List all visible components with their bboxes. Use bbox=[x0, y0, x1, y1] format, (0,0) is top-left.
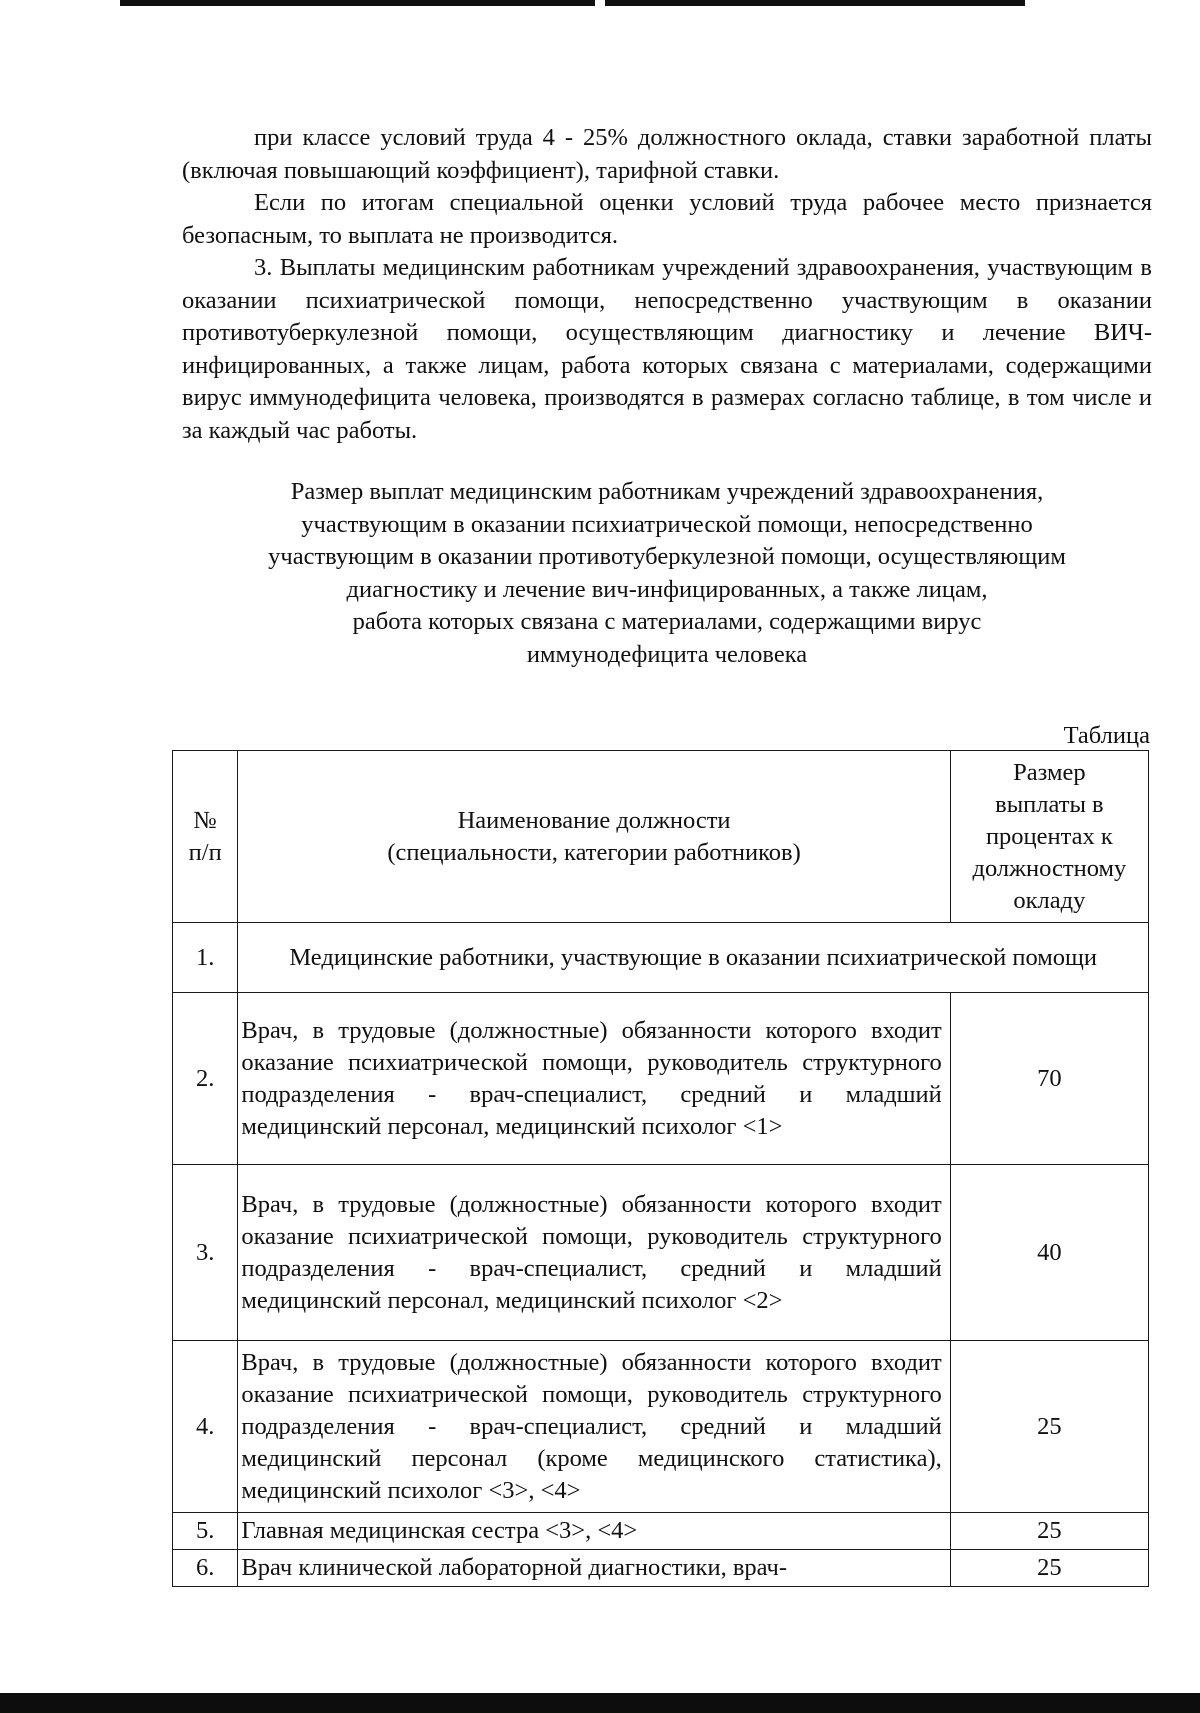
paragraph-1: при классе условий труда 4 - 25% должностного оклада, ставки заработной платы (включая повышающий коэффициент), тарифной ставки. bbox=[182, 124, 1152, 184]
row-name: Врач, в трудовые (должностные) обязанности которого входит оказание психиатрической помощи, руководитель структурного подразделения - врач-специалист, средний и младший медицинский персонал, медицинский психолог <2> bbox=[238, 1165, 950, 1341]
header-percent-line: должностному bbox=[972, 854, 1127, 882]
table-title-line: диагностику и лечение вич-инфицированных, а также лицам, bbox=[346, 575, 988, 603]
row-num: 3. bbox=[173, 1165, 238, 1341]
scan-edge-bottom bbox=[0, 1693, 1200, 1713]
header-percent-line: окладу bbox=[1013, 886, 1086, 914]
row-num: 4. bbox=[173, 1341, 238, 1513]
row-num: 6. bbox=[173, 1550, 238, 1587]
table-title-line: участвующим в оказании психиатрической помощи, непосредственно bbox=[301, 510, 1033, 538]
header-percent-line: Размер bbox=[1013, 758, 1086, 786]
header-percent-line: процентах к bbox=[985, 822, 1113, 850]
row-num: 2. bbox=[173, 993, 238, 1165]
paragraph-2: Если по итогам специальной оценки условий труда рабочее место признается безопасным, то выплата не производится. bbox=[182, 189, 1152, 249]
header-name-line: (специальности, категории работников) bbox=[387, 838, 801, 866]
header-num-line: № bbox=[193, 806, 217, 834]
header-percent bbox=[950, 751, 1148, 923]
table-row bbox=[173, 1165, 1149, 1341]
row-name: Главная медицинская сестра <3>, <4> bbox=[238, 1513, 950, 1550]
table-title-line: иммунодефицита человека bbox=[526, 640, 808, 668]
row-name: Врач клинической лабораторной диагностики, врач- bbox=[238, 1550, 950, 1587]
payments-table bbox=[172, 750, 1149, 1587]
scan-edge-top-right bbox=[605, 0, 1025, 6]
row-percent: 25 bbox=[950, 1341, 1148, 1513]
row-num: 5. bbox=[173, 1513, 238, 1550]
header-num bbox=[173, 751, 238, 923]
table-group-row bbox=[173, 923, 1149, 993]
header-percent-line: выплаты в bbox=[995, 790, 1104, 818]
row-percent: 25 bbox=[950, 1513, 1148, 1550]
table-row bbox=[173, 1341, 1149, 1513]
table-caption: Таблица bbox=[1063, 722, 1150, 749]
paragraph-3: 3. Выплаты медицинским работникам учреждений здравоохранения, участвующим в оказании психиатрической помощи, непосредственно участвующим в оказании противотуберкулезной помощи, осуществляющим диагностику и лечение ВИЧ-инфицированных, а также лицам, работа которых связана с материалами, содержащими вирус иммунодефицита человека, производятся в размерах согласно таблице, в том числе и за каждый час работы. bbox=[182, 254, 1152, 444]
header-name bbox=[238, 751, 950, 923]
header-num-line: п/п bbox=[188, 838, 222, 866]
table-title bbox=[182, 476, 1152, 671]
scan-edge-top-left bbox=[120, 0, 595, 6]
table-row bbox=[173, 1550, 1149, 1587]
row-percent: 70 bbox=[950, 993, 1148, 1165]
group-num: 1. bbox=[173, 923, 238, 993]
row-percent: 25 bbox=[950, 1550, 1148, 1587]
table-title-line: участвующим в оказании противотуберкулезной помощи, осуществляющим bbox=[268, 543, 1066, 570]
row-percent: 40 bbox=[950, 1165, 1148, 1341]
document-body bbox=[182, 122, 1152, 447]
table-header-row bbox=[173, 751, 1149, 923]
row-name: Врач, в трудовые (должностные) обязанности которого входит оказание психиатрической помощи, руководитель структурного подразделения - врач-специалист, средний и младший медицинский персонал (кроме медицинского статистика), медицинский психолог <3>, <4> bbox=[238, 1341, 950, 1513]
table-title-line: Размер выплат медицинским работникам учреждений здравоохранения, bbox=[290, 478, 1044, 505]
table-row bbox=[173, 1513, 1149, 1550]
row-name: Врач, в трудовые (должностные) обязанности которого входит оказание психиатрической помощи, руководитель структурного подразделения - врач-специалист, средний и младший медицинский персонал, медицинский психолог <1> bbox=[238, 993, 950, 1165]
group-text: Медицинские работники, участвующие в оказании психиатрической помощи bbox=[238, 923, 1149, 993]
header-name-line: Наименование должности bbox=[457, 806, 731, 834]
table-row bbox=[173, 993, 1149, 1165]
table-title-line: работа которых связана с материалами, содержащими вирус bbox=[352, 608, 982, 635]
